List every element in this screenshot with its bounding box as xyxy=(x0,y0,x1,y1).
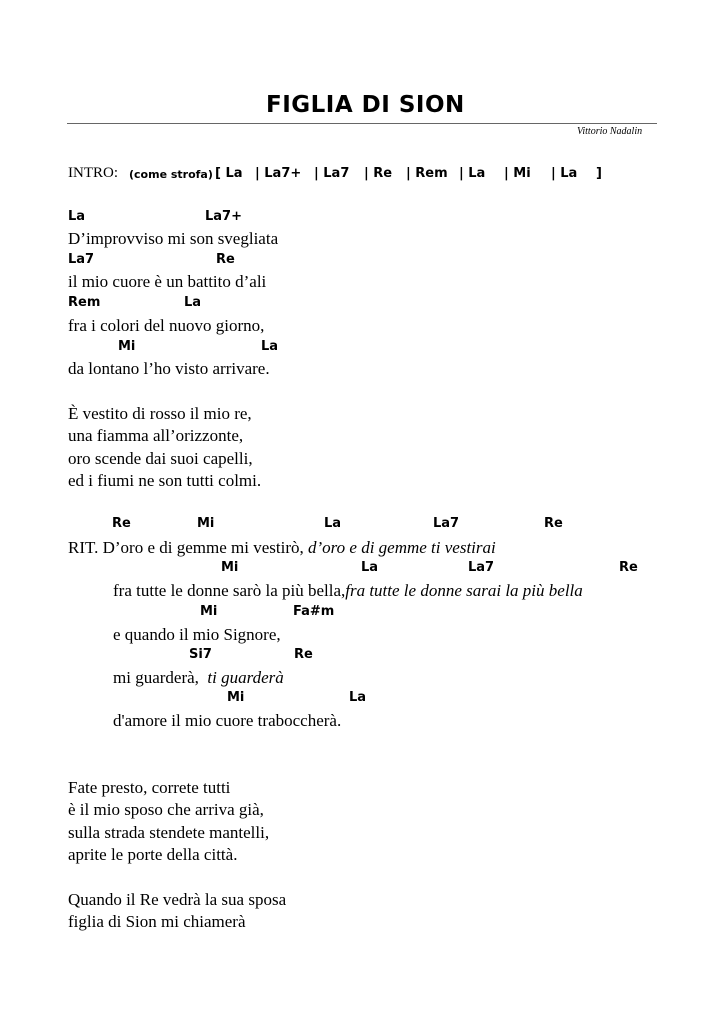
intro-chord: | La7 xyxy=(314,166,350,181)
intro-chord: | Re xyxy=(364,166,393,181)
lyric-line: sulla strada stendete mantelli, xyxy=(68,823,270,842)
chord: Mi xyxy=(118,339,136,354)
title-divider xyxy=(67,123,657,124)
lyric-line: fra i colori del nuovo giorno, xyxy=(68,316,265,335)
chord: Rem xyxy=(68,295,101,310)
chord: Mi xyxy=(221,560,239,575)
lyric-echo: d’oro e di gemme ti vestirai xyxy=(308,538,496,557)
lyric-line: una fiamma all’orizzonte, xyxy=(68,426,244,445)
lyric-text: d'amore il mio cuore traboccherà. xyxy=(113,711,342,730)
lyric-text: mi guarderà, xyxy=(113,668,199,687)
intro-chord: | La xyxy=(551,166,578,181)
lyric-line: D’improvviso mi son svegliata xyxy=(68,229,279,248)
chord: Mi xyxy=(227,690,245,705)
chord: La xyxy=(349,690,367,705)
chord: Re xyxy=(216,252,235,267)
intro-chord: | La xyxy=(459,166,486,181)
chord: La xyxy=(68,209,86,224)
song-title: FIGLIA DI SION xyxy=(266,92,465,118)
intro-label: INTRO: xyxy=(68,165,118,181)
chorus-line xyxy=(113,581,583,601)
lyric-line: il mio cuore è un battito d’ali xyxy=(68,272,267,291)
chord: La7 xyxy=(68,252,95,267)
chorus-line xyxy=(113,711,341,731)
intro-chord: | La7+ xyxy=(255,166,302,181)
lyric-line: figlia di Sion mi chiamerà xyxy=(68,912,246,931)
chord: Re xyxy=(294,647,313,662)
lyric-line: oro scende dai suoi capelli, xyxy=(68,449,253,468)
chord: Si7 xyxy=(189,647,212,662)
lyric-line: è il mio sposo che arriva già, xyxy=(68,800,264,819)
chord: La7 xyxy=(468,560,495,575)
chord: La xyxy=(184,295,202,310)
lyric-echo: ti guarderà xyxy=(207,668,284,687)
chorus-line xyxy=(68,538,496,558)
intro-chord: | Rem xyxy=(406,166,448,181)
lyric-text: fra tutte le donne sarò la più bella, xyxy=(113,581,346,600)
intro-chord: [ La xyxy=(215,166,243,181)
chord: Re xyxy=(112,516,131,531)
lyric-line: ed i fiumi ne son tutti colmi. xyxy=(68,471,262,490)
lyric-echo: fra tutte le donne sarai la più bella xyxy=(345,581,583,600)
chord: Re xyxy=(544,516,563,531)
chord: La xyxy=(361,560,379,575)
lyric-line: Quando il Re vedrà la sua sposa xyxy=(68,890,287,909)
song-author: Vittorio Nadalin xyxy=(577,126,643,137)
chord: La7+ xyxy=(205,209,242,224)
lyric-line: Fate presto, correte tutti xyxy=(68,778,231,797)
lyric-text: e quando il mio Signore, xyxy=(113,625,281,644)
lyric-line: È vestito di rosso il mio re, xyxy=(68,404,252,423)
chord: La xyxy=(324,516,342,531)
intro-chord: ] xyxy=(596,166,602,181)
lyric-line: da lontano l’ho visto arrivare. xyxy=(68,359,270,378)
chord: Re xyxy=(619,560,638,575)
intro-note: (come strofa) xyxy=(129,168,213,181)
chorus-line xyxy=(113,625,281,645)
chord: Fa#m xyxy=(293,604,335,619)
chorus-line xyxy=(113,668,284,688)
lyric-text: RIT. D’oro e di gemme mi vestirò, xyxy=(68,538,304,557)
chord: La xyxy=(261,339,279,354)
lyric-line: aprite le porte della città. xyxy=(68,845,238,864)
chord: Mi xyxy=(197,516,215,531)
intro-chord: | Mi xyxy=(504,166,531,181)
chord: La7 xyxy=(433,516,460,531)
chord: Mi xyxy=(200,604,218,619)
